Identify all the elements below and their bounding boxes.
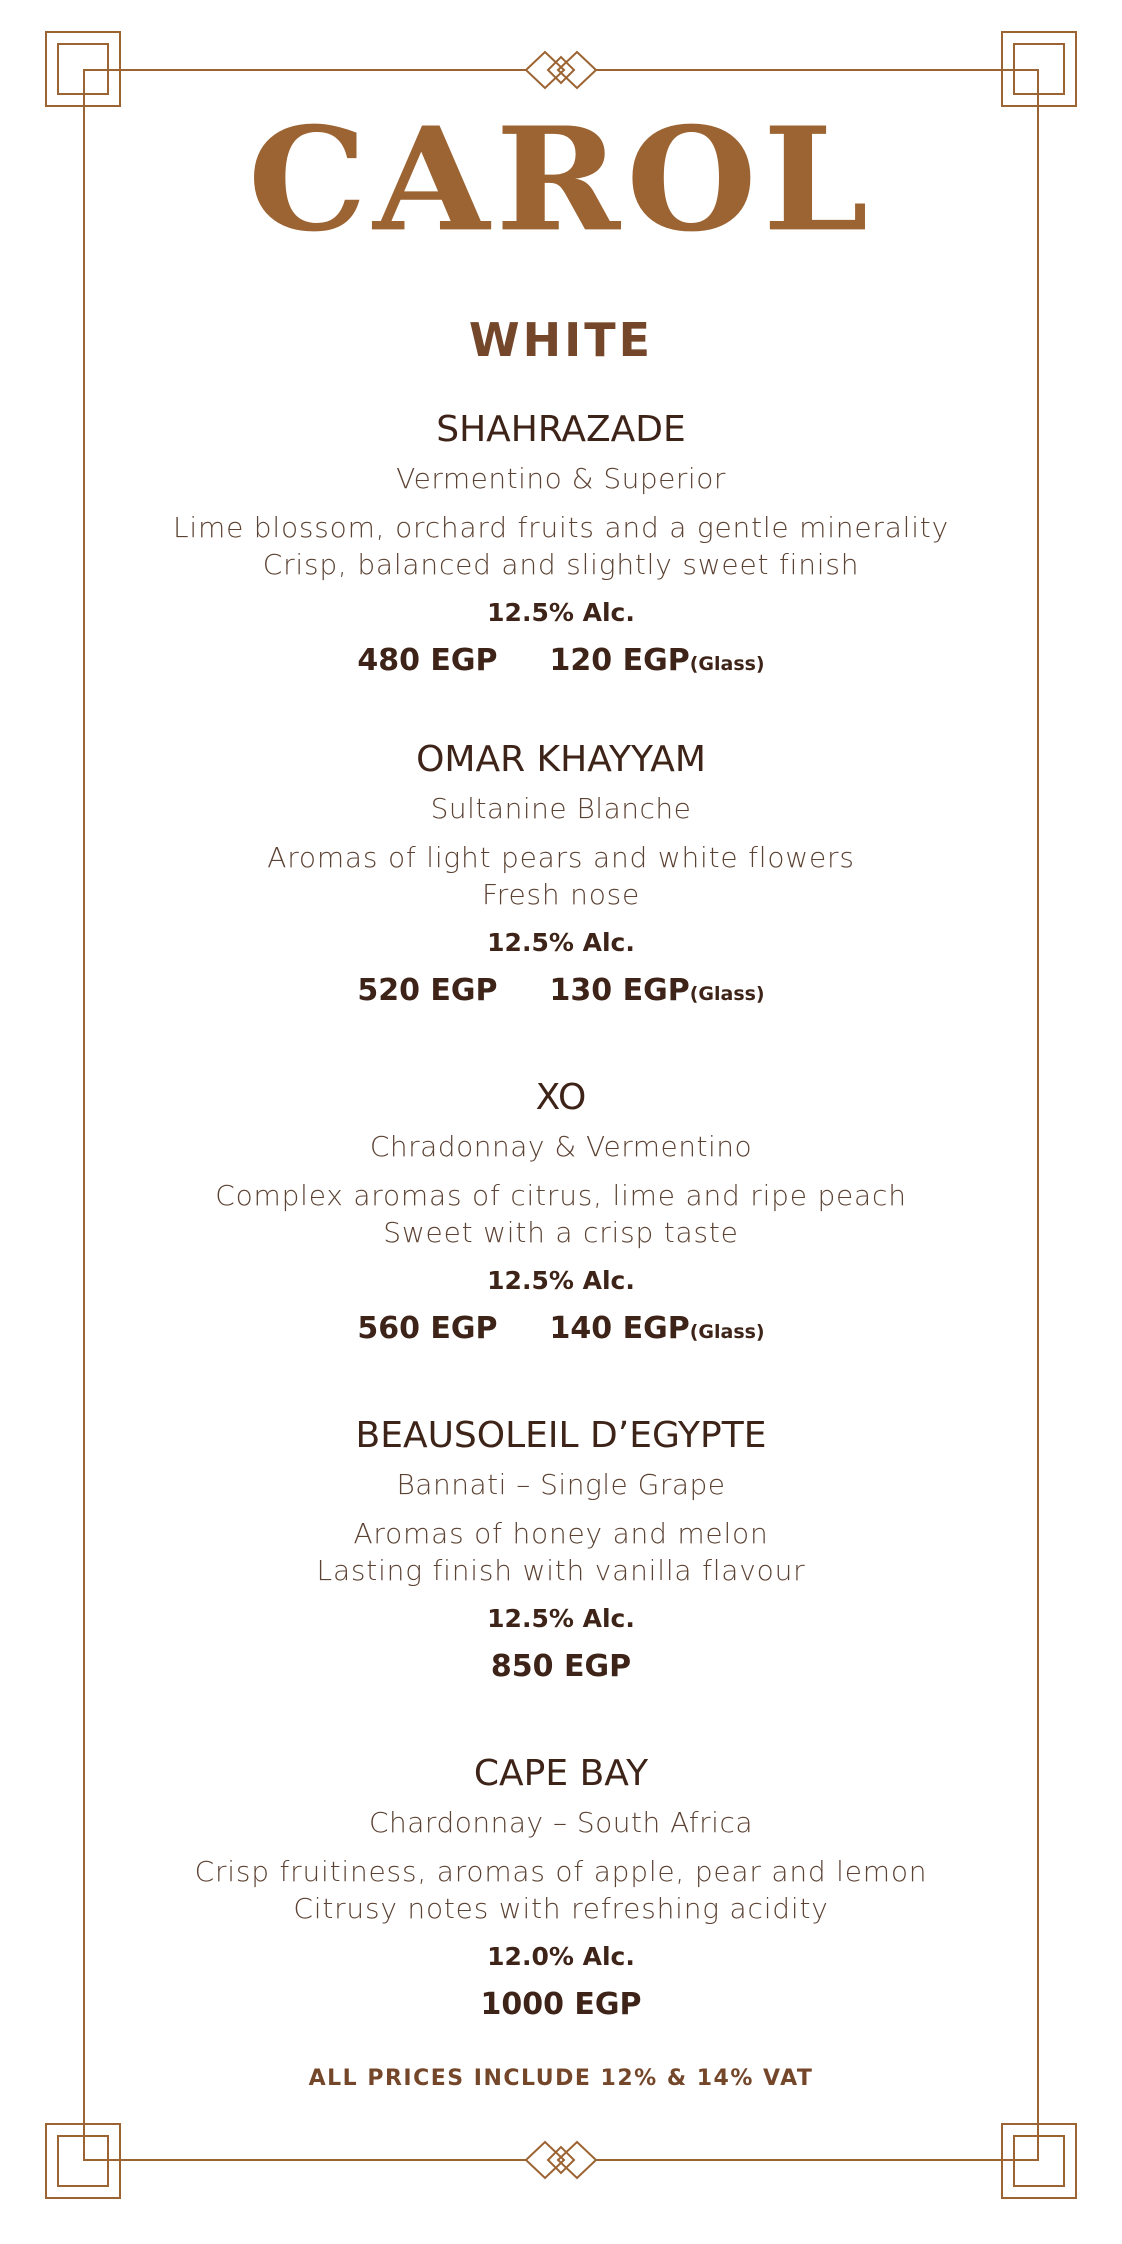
price-glass xyxy=(550,637,765,688)
wine-item-omar-khayyam xyxy=(0,735,1122,1018)
wine-grape: Bannati – Single Grape xyxy=(396,1468,726,1501)
wine-grape: Chardonnay – South Africa xyxy=(368,1806,754,1839)
wine-notes xyxy=(0,839,1122,913)
wine-note: Crisp, balanced and slightly sweet finish xyxy=(262,548,860,581)
wine-notes xyxy=(0,1515,1122,1589)
price-bottle: 850 EGP xyxy=(490,1649,632,1684)
wine-item-xo xyxy=(0,1073,1122,1356)
price-bottle: 480 EGP xyxy=(357,643,498,678)
brand-logo xyxy=(0,96,1122,264)
wine-note: Aromas of honey and melon xyxy=(353,1517,769,1550)
price-glass-value: 120 EGP xyxy=(549,643,690,678)
vat-footer-note: ALL PRICES INCLUDE 12% & 14% VAT xyxy=(308,2066,814,2091)
wine-prices xyxy=(0,1981,1122,2029)
wine-grape: Chradonnay & Vermentino xyxy=(369,1130,753,1163)
wine-name: BEAUSOLEIL D’EGYPTE xyxy=(355,1415,767,1456)
wine-note: Complex aromas of citrus, lime and ripe peach xyxy=(215,1179,907,1212)
section-title: WHITE xyxy=(468,313,654,367)
wine-prices xyxy=(0,967,1122,1018)
wine-prices xyxy=(0,1305,1122,1356)
wine-name: CAPE BAY xyxy=(473,1753,649,1794)
brand-logo-text: CAROL xyxy=(247,96,875,264)
wine-item-cape-bay xyxy=(0,1749,1122,2029)
wine-note: Sweet with a crisp taste xyxy=(383,1216,739,1249)
wine-notes xyxy=(0,1177,1122,1251)
wine-alcohol: 12.5% Alc. xyxy=(487,928,635,957)
wine-alcohol: 12.5% Alc. xyxy=(487,598,635,627)
wine-note: Lime blossom, orchard fruits and a gentle minerality xyxy=(173,511,949,544)
wine-grape: Vermentino & Superior xyxy=(396,462,726,495)
wine-alcohol: 12.5% Alc. xyxy=(487,1266,635,1295)
price-bottle: 520 EGP xyxy=(357,973,498,1008)
wine-grape: Sultanine Blanche xyxy=(430,792,692,825)
wine-note: Crisp fruitiness, aromas of apple, pear and lemon xyxy=(194,1855,928,1888)
wine-note: Lasting finish with vanilla flavour xyxy=(316,1554,806,1587)
glass-label: (Glass) xyxy=(689,983,765,1005)
price-glass xyxy=(550,1305,765,1356)
wine-name: OMAR KHAYYAM xyxy=(416,739,706,780)
wine-alcohol: 12.0% Alc. xyxy=(487,1942,635,1971)
wine-note: Aromas of light pears and white flowers xyxy=(267,841,855,874)
price-glass xyxy=(550,967,765,1018)
wine-name: SHAHRAZADE xyxy=(436,409,686,450)
wine-alcohol: 12.5% Alc. xyxy=(487,1604,635,1633)
wine-notes xyxy=(0,1853,1122,1927)
glass-label: (Glass) xyxy=(689,1321,765,1343)
price-glass-value: 130 EGP xyxy=(549,973,690,1008)
wine-prices xyxy=(0,637,1122,688)
price-bottle: 560 EGP xyxy=(357,1311,498,1346)
wine-prices xyxy=(0,1643,1122,1691)
wine-name: XO xyxy=(535,1077,587,1118)
wine-item-beausoleil xyxy=(0,1411,1122,1691)
price-glass-value: 140 EGP xyxy=(549,1311,690,1346)
glass-label: (Glass) xyxy=(689,653,765,675)
wine-note: Citrusy notes with refreshing acidity xyxy=(293,1892,829,1925)
wine-item-shahrazade xyxy=(0,405,1122,688)
wine-notes xyxy=(0,509,1122,583)
price-bottle: 1000 EGP xyxy=(480,1987,642,2022)
wine-note: Fresh nose xyxy=(481,878,641,911)
